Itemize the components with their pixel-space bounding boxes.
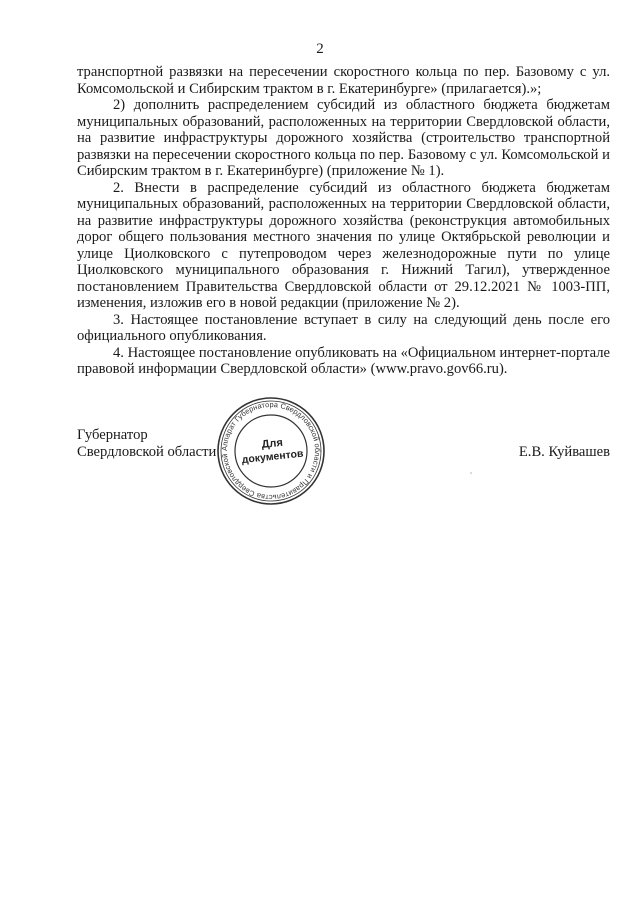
paragraph-point-3: 3. Настоящее постановление вступает в силу на следующий день после его официального опубликования. [77,311,610,344]
signer-name: Е.В. Куйвашев [518,444,610,460]
document-body [77,64,610,378]
official-stamp [216,396,326,506]
paragraph-item-2: 2) дополнить распределением субсидий из областного бюджета бюджетам муниципальных образований, расположенных на территории Свердловской области, на развитие инфраструктуры дорожного хозяйства (строительство транспортной развязки на пересечении скоростного кольца по пер. Базовому с ул. Комсомольской и Сибирским трактом в г. Екатеринбурге) (приложение № 1). [77,97,610,179]
signer-position-line1: Губернатор [77,427,148,443]
paragraph-point-4: 4. Настоящее постановление опубликовать на «Официальном интернет-портале правовой информации Свердловской области» (www.pravo.gov66.ru). [77,344,610,377]
stamp-center-line2: документов [241,447,305,467]
page-number: 2 [316,41,324,57]
scan-speck [470,472,472,474]
paragraph-point-2: 2. Внести в распределение субсидий из областного бюджета бюджетам муниципальных образований, расположенных на территории Свердловской области, на развитие инфраструктуры дорожного хозяйства (реконструкция автомобильных дорог общего пользования местного значения по улице Октябрьской революции и улице Циолковского с путепроводом через железнодорожные пути по улице Циолковского муниципального образования г. Нижний Тагил), утвержденное постановлением Правительства Свердловской области от 29.12.2021 № 1003-ПП, изменения, изложив его в новой редакции (приложение № 2). [77,179,610,311]
signer-position-line2: Свердловской области [77,444,217,460]
stamp-center-line1: Для [261,436,284,451]
stamp-seal-icon [216,396,326,506]
paragraph-continuation: транспортной развязки на пересечении скоростного кольца по пер. Базовому с ул. Комсомольской и Сибирским трактом в г. Екатеринбурге» (прилагается).»; [77,64,610,97]
stamp-ring-text: Аппарат Губернатора Свердловской области и Правительства Свердловской [219,399,323,503]
signature-title [77,427,216,461]
